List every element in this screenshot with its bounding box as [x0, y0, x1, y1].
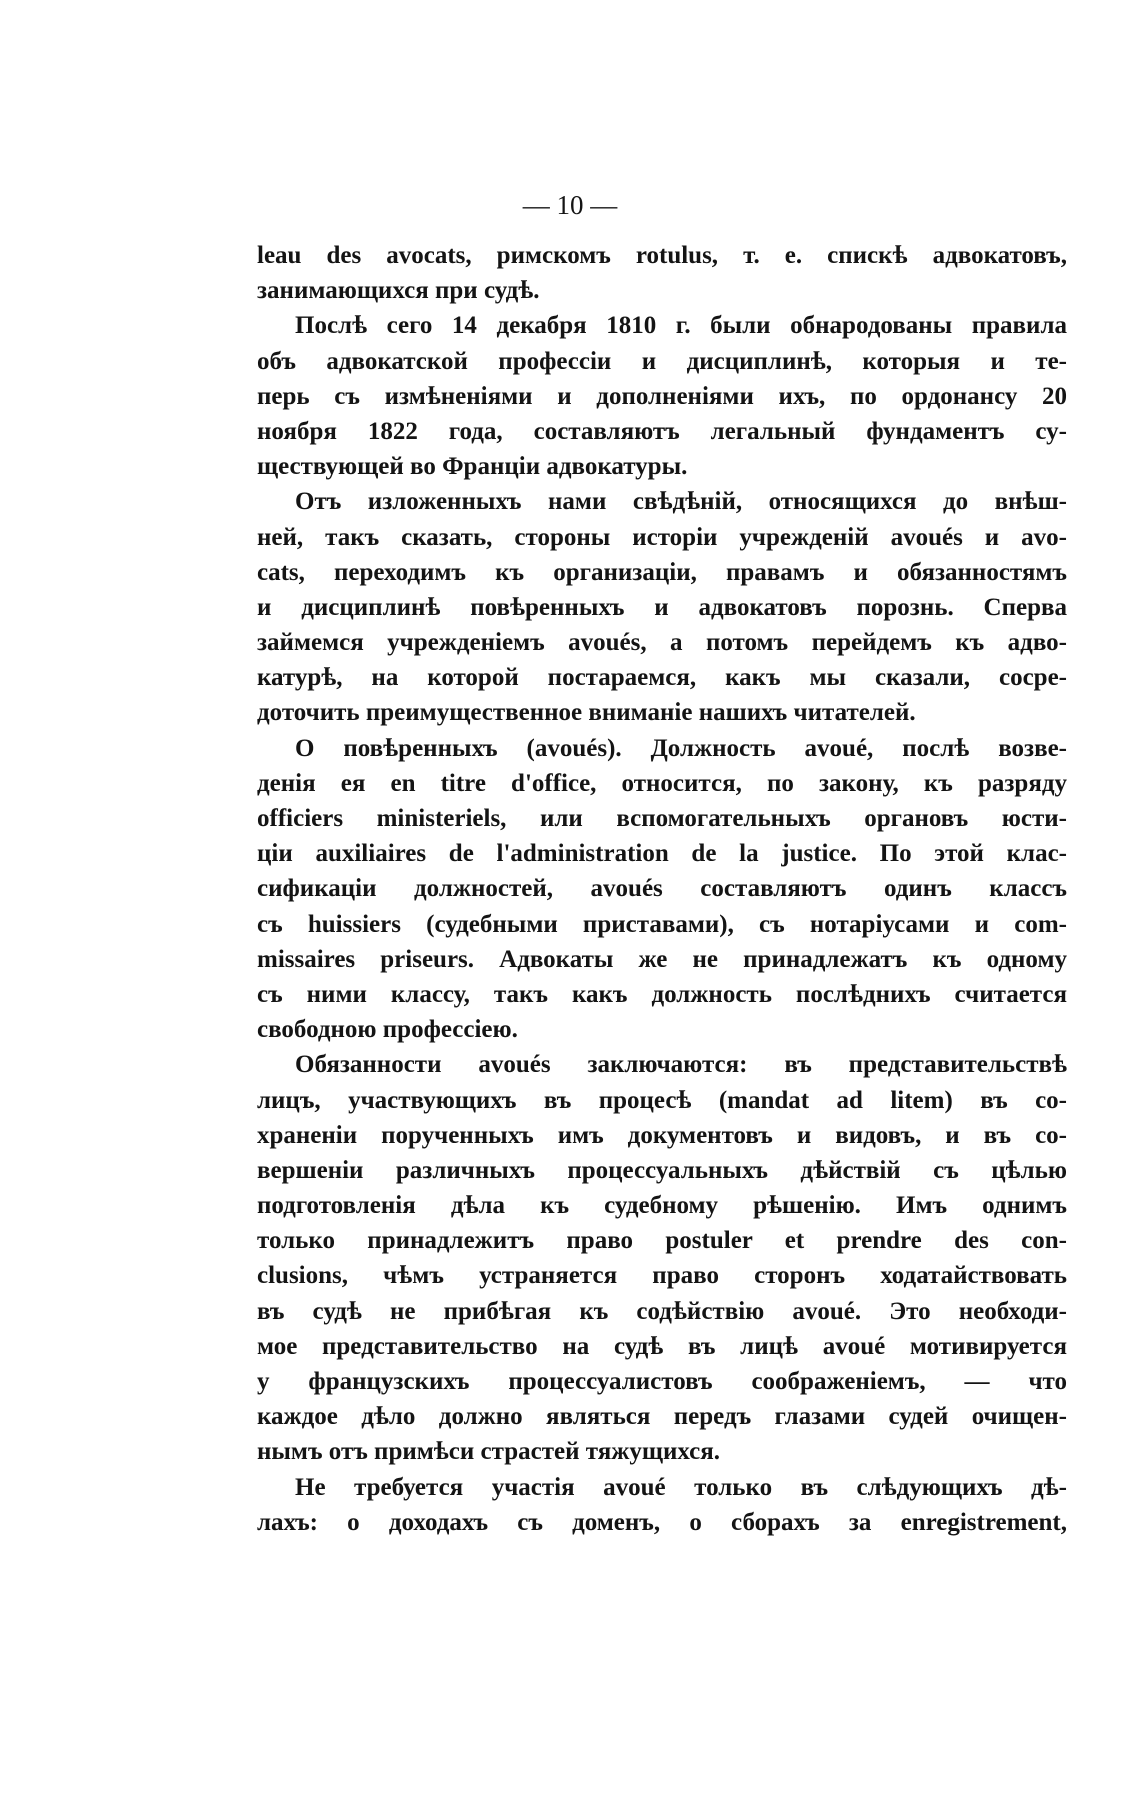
- text-line: объ адвокатской профессіи и дисциплинѣ, которыя и те-: [257, 347, 1067, 375]
- text-line: вершеніи различныхъ процессуальныхъ дѣйствій съ цѣлью: [257, 1156, 1067, 1184]
- text-line: перь съ измѣненіями и дополненіями ихъ, по ордонансу 20: [257, 382, 1067, 410]
- text-line: и дисциплинѣ повѣренныхъ и адвокатовъ порознь. Сперва: [257, 593, 1067, 621]
- text-line: clusions, чѣмъ устраняется право сторонъ ходатайствовать: [257, 1262, 1067, 1290]
- text-line: доточить преимущественное вниманіе нашихъ читателей.: [257, 699, 916, 727]
- text-line: leau des avocats, римскомъ rotulus, т. е. спискѣ адвокатовъ,: [257, 242, 1067, 269]
- text-line: займемся учрежденіемъ avoués, а потомъ перейдемъ къ адво-: [257, 629, 1067, 657]
- text-line: лахъ: о доходахъ съ доменъ, о сборахъ за enregistrement,: [257, 1508, 1067, 1536]
- text-line: officiers ministeriels, или вспомогательныхъ органовъ юсти-: [257, 805, 1067, 832]
- text-line: Послѣ сего 14 декабря 1810 г. были обнародованы правила: [295, 312, 1067, 340]
- text-line: съ ними классу, такъ какъ должность послѣднихъ считается: [257, 980, 1067, 1008]
- text-line: каждое дѣло должно являться передъ глазами судей очищен-: [257, 1403, 1067, 1431]
- text-line: свободною профессіею.: [257, 1016, 518, 1044]
- body-text: [257, 238, 1067, 1540]
- text-line: Не требуется участія avoué только въ слѣдующихъ дѣ-: [295, 1473, 1067, 1501]
- text-line: въ судѣ не прибѣгая къ содѣйствію avoué. Это необходи-: [257, 1297, 1067, 1325]
- text-line: Обязанности avoués заключаются: въ представительствѣ: [295, 1051, 1067, 1079]
- text-line: ществующей во Франціи адвокатуры.: [257, 453, 688, 481]
- page-number: — 10 —: [522, 190, 618, 220]
- text-line: катурѣ, на которой постараемся, какъ мы сказали, сосре-: [257, 664, 1067, 692]
- text-line: лицъ, участвующихъ въ процесѣ (mandat ad litem) въ со-: [257, 1086, 1067, 1114]
- text-line: ней, такъ сказать, стороны исторіи учрежденій avoués и avo-: [257, 523, 1067, 551]
- text-line: у французскихъ процессуалистовъ соображеніемъ, — что: [257, 1368, 1067, 1395]
- text-line: cats, переходимъ къ организаціи, правамъ и обязанностямъ: [257, 558, 1067, 586]
- text-line: нымъ отъ примѣси страстей тяжущихся.: [257, 1438, 721, 1466]
- text-line: подготовленія дѣла къ судебному рѣшенію. Имъ однимъ: [257, 1192, 1067, 1220]
- text-line: missaires priseurs. Адвокаты же не принадлежатъ къ одному: [257, 945, 1067, 973]
- text-line: ноября 1822 года, составляютъ легальный фундаментъ су-: [257, 417, 1067, 445]
- text-line: О повѣренныхъ (avoués). Должность avoué, послѣ возве-: [295, 734, 1067, 762]
- text-line: только принадлежитъ право postuler et prendre des con-: [257, 1227, 1067, 1255]
- text-line: съ huissiers (судебными приставами), съ нотаріусами и com-: [257, 910, 1067, 938]
- text-line: Отъ изложенныхъ нами свѣдѣній, относящихся до внѣш-: [295, 488, 1067, 516]
- text-line: храненіи порученныхъ имъ документовъ и видовъ, и въ со-: [257, 1121, 1067, 1149]
- text-line: денія ея en titre d'office, относится, по закону, къ разряду: [257, 769, 1067, 797]
- text-line: мое представительство на судѣ въ лицѣ avoué мотивируется: [257, 1332, 1067, 1360]
- text-line: сификаціи должностей, avoués составляютъ одинъ классъ: [257, 875, 1067, 903]
- text-line: занимающихся при судѣ.: [257, 277, 540, 305]
- text-line: ціи auxiliaires de l'administration de la justice. По этой клас-: [257, 840, 1067, 868]
